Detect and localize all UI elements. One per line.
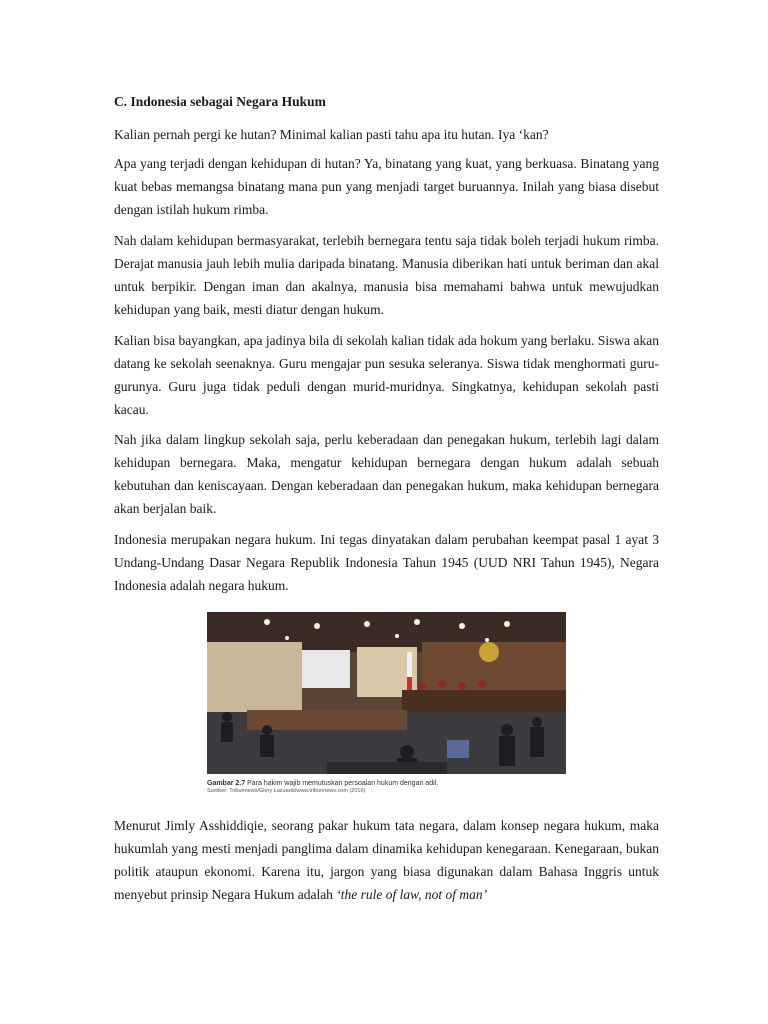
figure-source: Sumber: Tribunnews/Glery Lazuardi/www.tribunnews.com (2016) xyxy=(207,788,366,794)
section-heading: C. Indonesia sebagai Negara Hukum xyxy=(114,94,326,109)
courtroom-figure xyxy=(207,612,566,795)
paragraph-1: Kalian pernah pergi ke hutan? Minimal kalian pasti tahu apa itu hutan. Iya ‘kan? xyxy=(114,127,549,142)
paragraph-7 xyxy=(114,814,659,906)
courtroom-photo xyxy=(207,612,566,774)
paragraph-2: Apa yang terjadi dengan kehidupan di hutan? Ya, binatang yang kuat, yang berkuasa. Binatang yang kuat bebas memangsa binatang mana pun yang menjadi target buruannya. Inilah yang biasa disebut dengan istilah hukum rimba. xyxy=(114,156,659,217)
figure-caption xyxy=(207,780,566,788)
paragraph-7-text: Menurut Jimly Asshiddiqie, seorang pakar hukum tata negara, dalam konsep negara hukum, maka hukumlah yang mesti menjadi panglima dalam dinamika kehidupan kenegaraan. Kenegaraan, bukan politik ataupun ekonomi. Karena itu, jargon yang biasa digunakan dalam Bahasa Inggris untuk menyebut prinsip Negara Hukum adalah xyxy=(114,818,659,902)
paragraph-3: Nah dalam kehidupan bermasyarakat, terlebih bernegara tentu saja tidak boleh terjadi hukum rimba. Derajat manusia jauh lebih mulia daripada binatang. Manusia diberikan hati untuk beriman dan akal untuk berpikir. Dengan iman dan akalnya, manusia bisa memahami bahwa untuk mewujudkan kehidupan yang baik, mesti diatur dengan hukum. xyxy=(114,233,659,317)
paragraph-7-italic: ‘the rule of law, not of man’ xyxy=(336,887,488,902)
paragraph-5: Nah jika dalam lingkup sekolah saja, perlu keberadaan dan penegakan hukum, terlebih lagi dalam kehidupan bernegara. Maka, mengatur kehidupan bernegara dengan hukum adalah sebuah kebutuhan dan keniscayaan. Dengan keberadaan dan penegakan hukum, maka kehidupan bernegara akan berjalan baik. xyxy=(114,432,659,516)
paragraph-4: Kalian bisa bayangkan, apa jadinya bila di sekolah kalian tidak ada hokum yang berlaku. Siswa akan datang ke sekolah seenaknya. Guru mengajar pun sesuka seleranya. Siswa tidak menghormati guru-gurunya. Guru juga tidak peduli dengan murid-muridnya. Singkatnya, kehidupan sekolah pasti kacau. xyxy=(114,333,659,417)
paragraph-6: Indonesia merupakan negara hukum. Ini tegas dinyatakan dalam perubahan keempat pasal 1 ayat 3 Undang-Undang Dasar Negara Republik Indonesia Tahun 1945 (UUD NRI Tahun 1945), Negara Indonesia adalah negara hukum. xyxy=(114,532,659,593)
figure-caption-text: Para hakim wajib memutuskan persoalan hukum dengan adil. xyxy=(245,780,439,787)
figure-label: Gambar 2.7 xyxy=(207,780,246,787)
